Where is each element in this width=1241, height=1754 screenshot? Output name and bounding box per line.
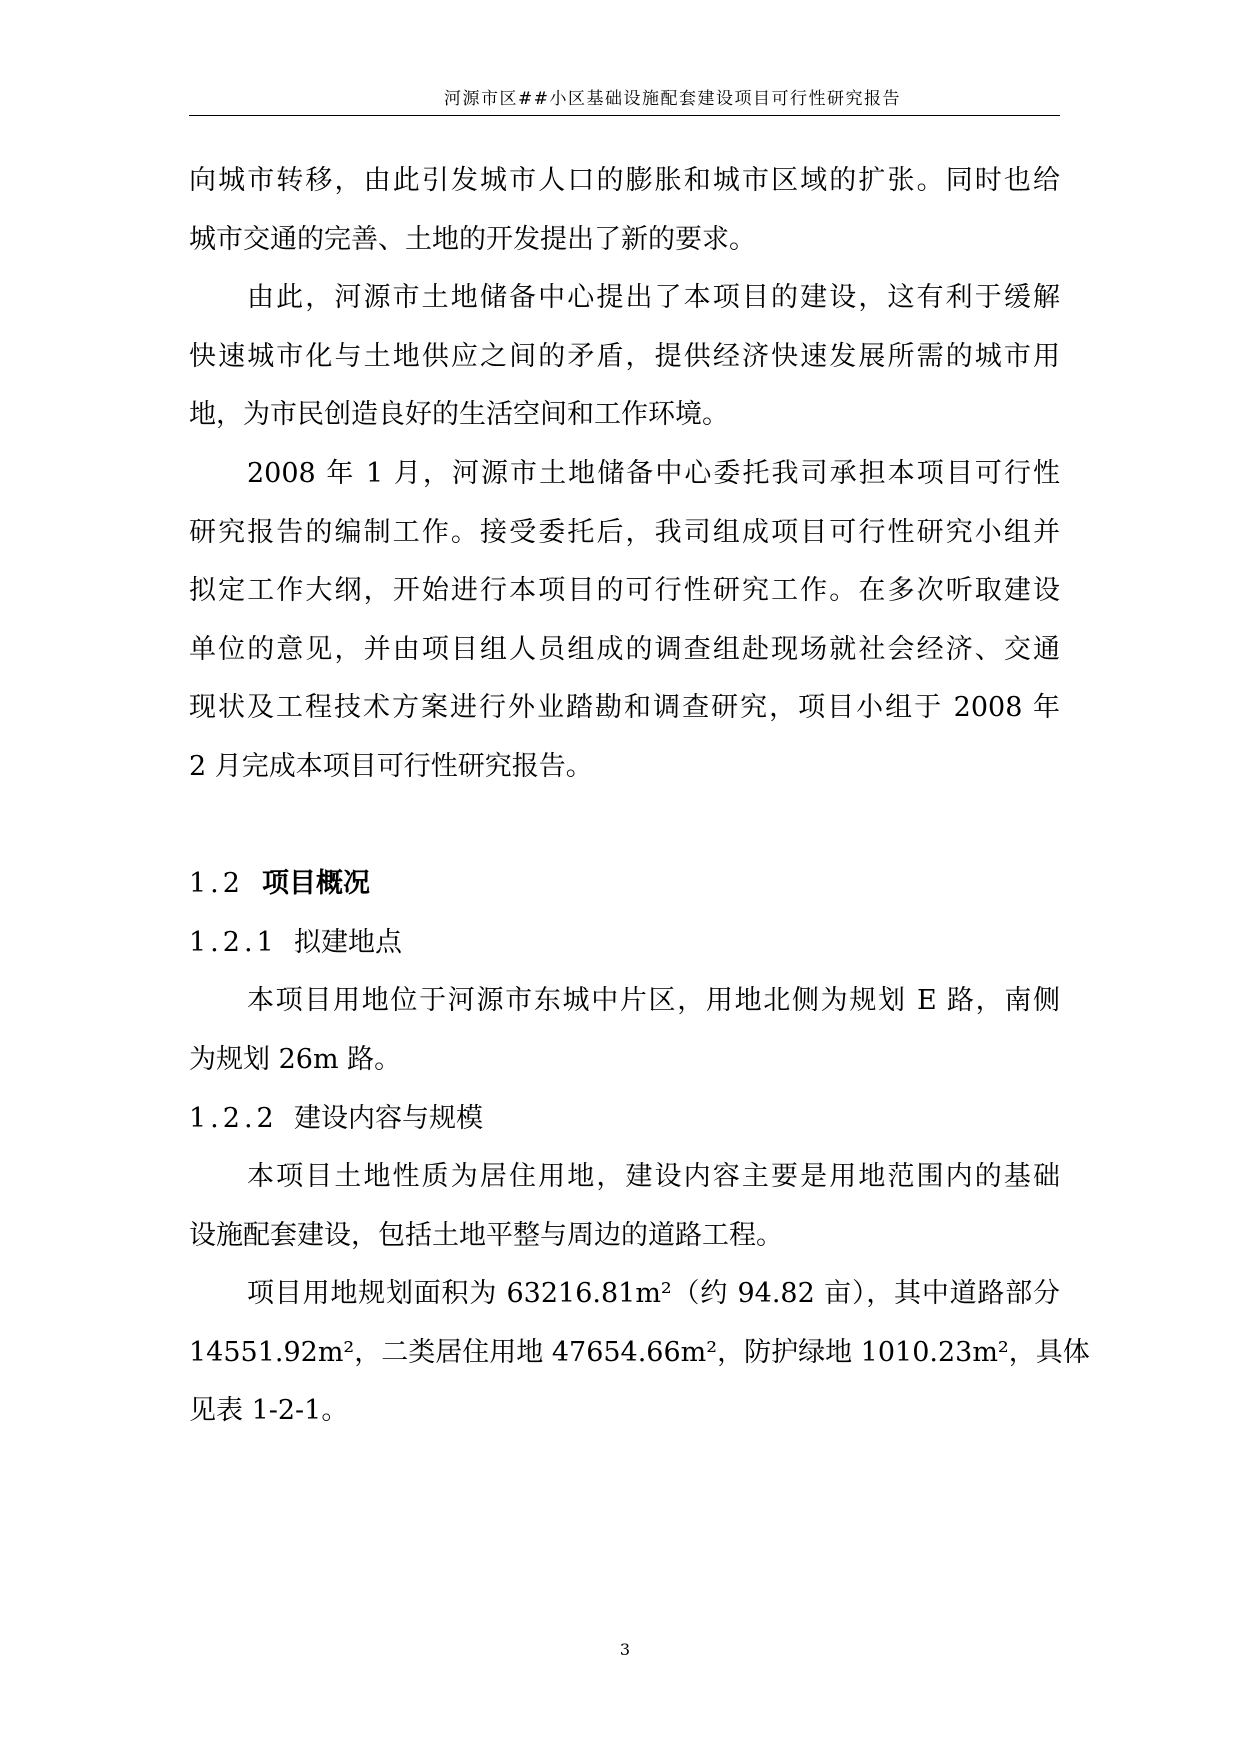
paragraph-line: 本项目用地位于河源市东城中片区，用地北侧为规划 E 路，南侧 — [247, 985, 1060, 1017]
subsection-number: 1.2.1 — [189, 926, 278, 958]
page-number: 3 — [619, 1640, 631, 1659]
subsection-heading — [189, 1090, 1060, 1149]
paragraph-line: 拟定工作大纲，开始进行本项目的可行性研究工作。在多次听取建设 — [189, 575, 1060, 607]
section-heading — [189, 855, 1060, 914]
paragraph-line: 为规划 26m 路。 — [189, 1043, 402, 1075]
section-number: 1.2 — [189, 868, 244, 900]
paragraph-line: 单位的意见，并由项目组人员组成的调查组赴现场就社会经济、交通 — [189, 633, 1060, 665]
paragraph-line: 项目用地规划面积为 63216.81m²（约 94.82 亩），其中道路部分 — [247, 1278, 1060, 1310]
paragraph-line: 现状及工程技术方案进行外业踏勘和调查研究，项目小组于 2008 年 — [189, 692, 1060, 724]
section-title: 项目概况 — [262, 868, 370, 900]
paragraph-line: 见表 1-2-1。 — [189, 1395, 349, 1427]
subsection-title: 建设内容与规模 — [294, 1102, 483, 1134]
paragraph-line: 设施配套建设，包括土地平整与周边的道路工程。 — [189, 1219, 783, 1251]
subsection-heading — [189, 914, 1060, 973]
running-header-title: 河源市区##小区基础设施配套建设项目可行性研究报告 — [444, 89, 901, 109]
paragraph-line: 城市交通的完善、土地的开发提出了新的要求。 — [189, 223, 756, 255]
paragraph-line: 2008 年 1 月，河源市土地储备中心委托我司承担本项目可行性 — [247, 457, 1060, 489]
paragraph-line: 快速城市化与土地供应之间的矛盾，提供经济快速发展所需的城市用 — [189, 340, 1060, 372]
subsection-number: 1.2.2 — [189, 1102, 278, 1134]
page-body — [189, 152, 1090, 1441]
header-rule — [189, 115, 1060, 116]
paragraph-line: 本项目土地性质为居住用地，建设内容主要是用地范围内的基础 — [247, 1161, 1060, 1193]
paragraph-line: 研究报告的编制工作。接受委托后，我司组成项目可行性研究小组并 — [189, 516, 1060, 548]
blank-line — [189, 797, 1060, 856]
paragraph-line: 地，为市民创造良好的生活空间和工作环境。 — [189, 399, 729, 431]
subsection-title: 拟建地点 — [294, 926, 402, 958]
paragraph-line: 14551.92m²，二类居住用地 47654.66m²，防护绿地 1010.23m²，具体 — [189, 1336, 1090, 1368]
paragraph-line: 向城市转移，由此引发城市人口的膨胀和城市区域的扩张。同时也给 — [189, 165, 1060, 196]
paragraph-line: 由此，河源市土地储备中心提出了本项目的建设，这有利于缓解 — [247, 282, 1060, 314]
paragraph-line: 2 月完成本项目可行性研究报告。 — [189, 750, 593, 782]
